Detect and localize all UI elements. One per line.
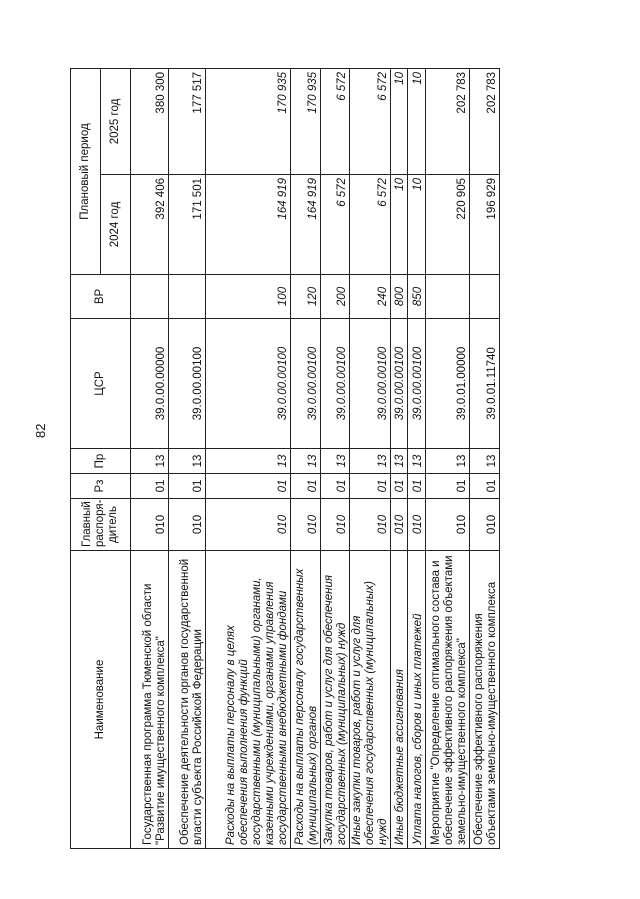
row-name: Закупка товаров, работ и услуг для обеспечения государственных (муниципальных) нужд (320, 551, 350, 849)
row-2024: 6 572 (320, 175, 350, 275)
row-pr: 13 (320, 449, 350, 474)
row-pr: 13 (291, 449, 321, 474)
row-name: Иные закупки товаров, работ и услуг для обеспечения государственных (муниципальных) нужд (350, 551, 391, 849)
table-row (206, 68, 291, 848)
row-vr: 240 (350, 275, 391, 319)
row-name: Мероприятие "Определение оптимального состава и обеспечение эффективного распоряжения объектами земельно-имущественного комплекса" (425, 551, 470, 849)
table-row (425, 68, 470, 848)
header-rz: Рз (71, 474, 131, 499)
header-pr: Пр (71, 449, 131, 474)
header-name: Наименование (71, 551, 131, 849)
row-vr (470, 275, 500, 319)
row-csr: 39.0.01.11740 (470, 319, 500, 449)
row-2024: 164 919 (291, 175, 321, 275)
row-pr: 13 (350, 449, 391, 474)
budget-table-container (70, 69, 500, 849)
row-grbs: 010 (470, 499, 500, 551)
header-planned-period: Плановый период (71, 68, 101, 274)
table-row (470, 68, 500, 848)
row-name: Расходы на выплаты персоналу государственных (муниципальных) органов (291, 551, 321, 849)
row-csr: 39.0.00.00100 (350, 319, 391, 449)
row-pr: 13 (390, 449, 407, 474)
row-rz: 01 (470, 474, 500, 499)
table-row (408, 68, 425, 848)
row-csr: 39.0.01.00000 (425, 319, 470, 449)
table-row (131, 68, 169, 848)
row-grbs: 010 (168, 499, 206, 551)
header-csr: ЦСР (71, 319, 131, 449)
row-grbs: 010 (291, 499, 321, 551)
row-pr: 13 (425, 449, 470, 474)
row-2024: 6 572 (350, 175, 391, 275)
header-grbs: Главный распоря-дитель (71, 499, 131, 551)
row-rz: 01 (131, 474, 169, 499)
row-2025: 202 783 (425, 68, 470, 174)
row-2024: 10 (390, 175, 407, 275)
row-pr: 13 (408, 449, 425, 474)
row-rz: 01 (168, 474, 206, 499)
row-csr: 39.0.00.00100 (206, 319, 291, 449)
row-vr: 200 (320, 275, 350, 319)
header-year-2025: 2025 год (101, 68, 131, 174)
row-2025: 6 572 (350, 68, 391, 174)
row-2024: 392 406 (131, 175, 169, 275)
row-csr: 39.0.00.00100 (320, 319, 350, 449)
row-grbs: 010 (206, 499, 291, 551)
row-2024: 220 905 (425, 175, 470, 275)
header-vr: ВР (71, 275, 131, 319)
row-grbs: 010 (350, 499, 391, 551)
row-name: Расходы на выплаты персоналу в целях обеспечения выполнения функций государственными (муниципальными) органами, казенными учреждениями, органами управления государственными внебюджетными фондами (206, 551, 291, 849)
row-2025: 380 300 (131, 68, 169, 174)
table-body (131, 68, 500, 848)
row-2025: 170 935 (206, 68, 291, 174)
row-name: Государственная программа Тюменской области "Развитие имущественного комплекса" (131, 551, 169, 849)
page-number: 82 (33, 423, 48, 438)
row-vr: 100 (206, 275, 291, 319)
row-grbs: 010 (320, 499, 350, 551)
row-rz: 01 (425, 474, 470, 499)
row-2024: 171 501 (168, 175, 206, 275)
row-name: Обеспечение эффективного распоряжения объектами земельно-имущественного комплекса (470, 551, 500, 849)
table-row (291, 68, 321, 848)
row-2024: 196 929 (470, 175, 500, 275)
table-row (390, 68, 407, 848)
row-vr (131, 275, 169, 319)
row-name: Обеспечение деятельности органов государственной власти субъекта Российской Федерации (168, 551, 206, 849)
row-name: Иные бюджетные ассигнования (390, 551, 407, 849)
row-grbs: 010 (425, 499, 470, 551)
row-name: Уплата налогов, сборов и иных платежей (408, 551, 425, 849)
row-2025: 177 517 (168, 68, 206, 174)
row-2025: 10 (390, 68, 407, 174)
row-vr: 120 (291, 275, 321, 319)
row-vr: 850 (408, 275, 425, 319)
row-rz: 01 (350, 474, 391, 499)
row-rz: 01 (291, 474, 321, 499)
table-row (168, 68, 206, 848)
row-2024: 10 (408, 175, 425, 275)
row-pr: 13 (168, 449, 206, 474)
row-csr: 39.0.00.00100 (390, 319, 407, 449)
table-row (350, 68, 391, 848)
row-2025: 10 (408, 68, 425, 174)
row-vr (168, 275, 206, 319)
row-grbs: 010 (408, 499, 425, 551)
row-grbs: 010 (131, 499, 169, 551)
table-row (320, 68, 350, 848)
row-2025: 202 783 (470, 68, 500, 174)
row-pr: 13 (131, 449, 169, 474)
row-2025: 170 935 (291, 68, 321, 174)
row-vr: 800 (390, 275, 407, 319)
row-grbs: 010 (390, 499, 407, 551)
row-csr: 39.0.00.00100 (168, 319, 206, 449)
row-rz: 01 (206, 474, 291, 499)
row-rz: 01 (408, 474, 425, 499)
budget-table (70, 68, 500, 849)
row-rz: 01 (320, 474, 350, 499)
row-pr: 13 (206, 449, 291, 474)
row-rz: 01 (390, 474, 407, 499)
row-csr: 39.0.00.00000 (131, 319, 169, 449)
row-2025: 6 572 (320, 68, 350, 174)
row-csr: 39.0.00.00100 (291, 319, 321, 449)
row-vr (425, 275, 470, 319)
row-pr: 13 (470, 449, 500, 474)
row-2024: 164 919 (206, 175, 291, 275)
row-csr: 39.0.00.00100 (408, 319, 425, 449)
header-year-2024: 2024 год (101, 175, 131, 275)
